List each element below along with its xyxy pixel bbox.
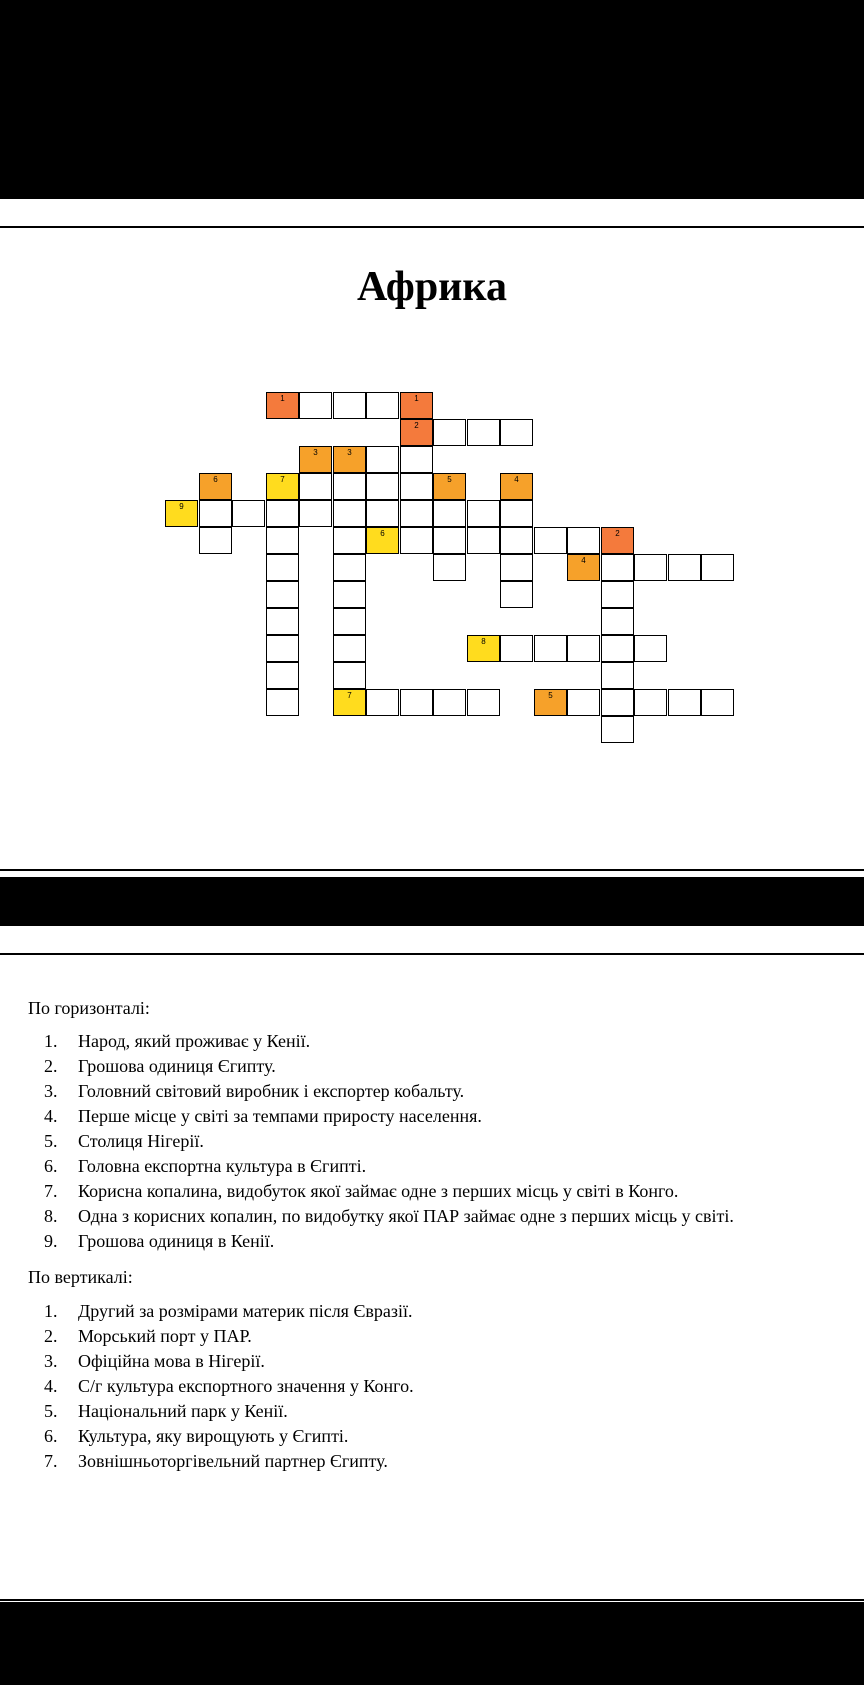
down-heading: По вертикалі:	[28, 1267, 133, 1287]
down-clue: 4. С/г культура експортного значення у Конго.	[44, 1376, 414, 1396]
cell-number: 2	[414, 421, 419, 430]
crossword-cell[interactable]	[601, 716, 634, 743]
crossword-cell[interactable]	[333, 554, 366, 581]
crossword-cell[interactable]	[299, 392, 332, 419]
cell-number: 3	[347, 448, 352, 457]
crossword-cell[interactable]	[601, 662, 634, 689]
crossword-cell[interactable]	[601, 635, 634, 662]
down-clue: 5. Національний парк у Кенії.	[44, 1401, 288, 1421]
crossword-cell[interactable]	[601, 554, 634, 581]
across-clue: 2. Грошова одиниця Єгипту.	[44, 1056, 276, 1076]
crossword-cell[interactable]	[299, 500, 332, 527]
crossword-cell[interactable]	[366, 473, 399, 500]
down-clue: 7. Зовнішньоторгівельний партнер Єгипту.	[44, 1451, 388, 1471]
bottom-rule	[0, 869, 864, 871]
crossword-numbered-cell[interactable]	[534, 689, 567, 716]
crossword-cell[interactable]	[199, 527, 232, 554]
crossword-cell[interactable]	[400, 527, 433, 554]
cell-number: 1	[280, 394, 285, 403]
crossword-cell[interactable]	[433, 500, 466, 527]
cell-number: 6	[380, 529, 385, 538]
crossword-cell[interactable]	[634, 635, 667, 662]
down-clue: 3. Офіційна мова в Нігерії.	[44, 1351, 265, 1371]
crossword-cell[interactable]	[601, 608, 634, 635]
crossword-cell[interactable]	[467, 527, 500, 554]
crossword-cell[interactable]	[366, 689, 399, 716]
across-clue: 8. Одна з корисних копалин, по видобутку якої ПАР займає одне з перших місць у світі.	[44, 1206, 734, 1226]
crossword-cell[interactable]	[534, 527, 567, 554]
top-rule	[0, 953, 864, 955]
crossword-cell[interactable]	[366, 446, 399, 473]
crossword-cell[interactable]	[366, 392, 399, 419]
crossword-cell[interactable]	[266, 608, 299, 635]
cell-number: 7	[280, 475, 285, 484]
crossword-cell[interactable]	[199, 500, 232, 527]
crossword-cell[interactable]	[333, 473, 366, 500]
crossword-cell[interactable]	[467, 689, 500, 716]
crossword-cell[interactable]	[400, 689, 433, 716]
crossword-numbered-cell[interactable]	[601, 527, 634, 554]
crossword-cell[interactable]	[500, 527, 533, 554]
crossword-numbered-cell[interactable]	[266, 473, 299, 500]
crossword-cell[interactable]	[333, 608, 366, 635]
crossword-grid	[0, 199, 864, 877]
crossword-cell[interactable]	[433, 419, 466, 446]
crossword-cell[interactable]	[400, 473, 433, 500]
cell-number: 5	[447, 475, 452, 484]
crossword-cell[interactable]	[333, 581, 366, 608]
crossword-numbered-cell[interactable]	[165, 500, 198, 527]
cell-number: 4	[581, 556, 586, 565]
crossword-cell[interactable]	[266, 689, 299, 716]
crossword-cell[interactable]	[266, 662, 299, 689]
down-clue: 2. Морський порт у ПАР.	[44, 1326, 252, 1346]
crossword-numbered-cell[interactable]	[366, 527, 399, 554]
cell-number: 7	[347, 691, 352, 700]
crossword-cell[interactable]	[701, 554, 734, 581]
crossword-cell[interactable]	[333, 392, 366, 419]
crossword-numbered-cell[interactable]	[400, 419, 433, 446]
crossword-numbered-cell[interactable]	[500, 473, 533, 500]
crossword-cell[interactable]	[668, 689, 701, 716]
cell-number: 9	[179, 502, 184, 511]
crossword-cell[interactable]	[433, 554, 466, 581]
crossword-cell[interactable]	[500, 419, 533, 446]
crossword-numbered-cell[interactable]	[400, 392, 433, 419]
cell-number: 6	[213, 475, 218, 484]
down-clues	[0, 1301, 864, 1476]
crossword-cell[interactable]	[299, 473, 332, 500]
crossword-cell[interactable]	[601, 689, 634, 716]
crossword-numbered-cell[interactable]	[467, 635, 500, 662]
across-clues	[0, 1031, 864, 1256]
crossword-cell[interactable]	[400, 500, 433, 527]
crossword-cell[interactable]	[500, 581, 533, 608]
crossword-cell[interactable]	[266, 554, 299, 581]
page-title: Африка	[357, 264, 507, 310]
crossword-cell[interactable]	[232, 500, 265, 527]
bottom-rule	[0, 1599, 864, 1601]
cell-number: 2	[615, 529, 620, 538]
across-clue: 1. Народ, який проживає у Кенії.	[44, 1031, 311, 1051]
crossword-cell[interactable]	[400, 446, 433, 473]
crossword-cell[interactable]	[500, 635, 533, 662]
crossword-cell[interactable]	[500, 500, 533, 527]
across-heading: По горизонталі:	[28, 998, 150, 1018]
crossword-cell[interactable]	[433, 689, 466, 716]
crossword-numbered-cell[interactable]	[266, 392, 299, 419]
crossword-cell[interactable]	[634, 554, 667, 581]
crossword-numbered-cell[interactable]	[433, 473, 466, 500]
across-clue: 7. Корисна копалина, видобуток якої займає одне з перших місць у світі в Конго.	[44, 1181, 679, 1201]
crossword-cell[interactable]	[333, 662, 366, 689]
crossword-cell[interactable]	[266, 635, 299, 662]
down-clue: 6. Культура, яку вирощують у Єгипті.	[44, 1426, 349, 1446]
across-clue: 3. Головний світовий виробник і експортер кобальту.	[44, 1081, 465, 1101]
crossword-cell[interactable]	[534, 635, 567, 662]
across-clue: 5. Столиця Нігерії.	[44, 1131, 204, 1151]
cell-number: 3	[313, 448, 318, 457]
crossword-cell[interactable]	[433, 527, 466, 554]
crossword-cell[interactable]	[266, 500, 299, 527]
across-clue: 6. Головна експортна культура в Єгипті.	[44, 1156, 367, 1176]
cell-number: 8	[481, 637, 486, 646]
crossword-cell[interactable]	[701, 689, 734, 716]
crossword-cell[interactable]	[567, 635, 600, 662]
crossword-cell[interactable]	[467, 419, 500, 446]
clues-page	[0, 926, 864, 1602]
crossword-cell[interactable]	[567, 689, 600, 716]
crossword-cell[interactable]	[266, 581, 299, 608]
crossword-cell[interactable]	[333, 527, 366, 554]
crossword-numbered-cell[interactable]	[199, 473, 232, 500]
crossword-cell[interactable]	[366, 500, 399, 527]
cell-number: 5	[548, 691, 553, 700]
crossword-numbered-cell[interactable]	[333, 446, 366, 473]
crossword-cell[interactable]	[333, 500, 366, 527]
crossword-cell[interactable]	[567, 527, 600, 554]
crossword-numbered-cell[interactable]	[299, 446, 332, 473]
crossword-cell[interactable]	[601, 581, 634, 608]
crossword-numbered-cell[interactable]	[567, 554, 600, 581]
cell-number: 1	[414, 394, 419, 403]
crossword-cell[interactable]	[266, 527, 299, 554]
crossword-cell[interactable]	[467, 500, 500, 527]
across-clue: 9. Грошова одиниця в Кенії.	[44, 1231, 275, 1251]
crossword-page	[0, 199, 864, 877]
crossword-numbered-cell[interactable]	[333, 689, 366, 716]
cell-number: 4	[514, 475, 519, 484]
crossword-cell[interactable]	[668, 554, 701, 581]
crossword-cell[interactable]	[500, 554, 533, 581]
crossword-cell[interactable]	[634, 689, 667, 716]
across-clue: 4. Перше місце у світі за темпами приросту населення.	[44, 1106, 482, 1126]
down-clue: 1. Другий за розмірами материк після Євразії.	[44, 1301, 413, 1321]
crossword-cell[interactable]	[333, 635, 366, 662]
